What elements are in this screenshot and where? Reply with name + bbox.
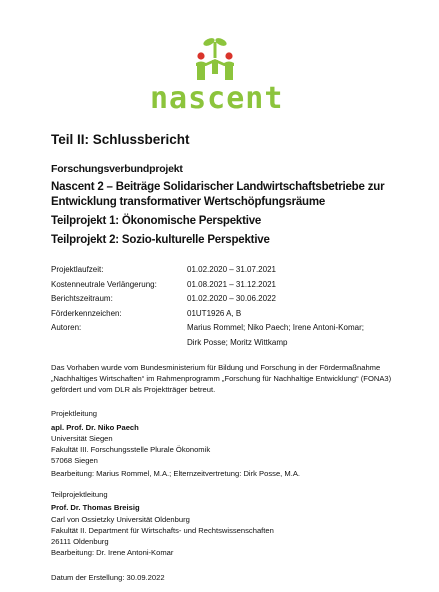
funding-text-line: gefördert und vom DLR als Projektträger betreut. — [51, 385, 216, 394]
sublead-line: Fakultät II. Department für Wirtschafts- und Rechtswissenschaften — [51, 526, 274, 535]
sublead-heading: Teilprojektleitung — [51, 490, 108, 499]
funding-text-line: Das Vorhaben wurde vom Bundesministerium für Bildung und Forschung in der Fördermaßnahme — [51, 363, 381, 372]
lead-name: apl. Prof. Dr. Niko Paech — [51, 423, 139, 432]
detail-value: 01.02.2020 – 31.07.2021 — [187, 265, 276, 274]
detail-label: Berichtszeitraum: — [51, 294, 113, 303]
lead-line: Fakultät III. Forschungsstelle Plurale Ökonomik — [51, 445, 211, 454]
detail-value: Dirk Posse; Moritz Wittkamp — [187, 338, 288, 347]
project-title-line2: Entwicklung transformativer Wertschöpfungsräume — [51, 196, 326, 208]
lead-line: Bearbeitung: Marius Rommel, M.A.; Elternzeitvertretung: Dirk Posse, M.A. — [51, 469, 300, 478]
detail-value: 01.08.2021 – 31.12.2021 — [187, 280, 276, 289]
page-title: Teil II: Schlussbericht — [51, 132, 190, 147]
sublead-name: Prof. Dr. Thomas Breisig — [51, 503, 140, 512]
detail-value: 01.02.2020 – 30.06.2022 — [187, 294, 276, 303]
lead-line: Universität Siegen — [51, 434, 113, 443]
subproject-1: Teilprojekt 1: Ökonomische Perspektive — [51, 215, 262, 227]
lead-line: 57068 Siegen — [51, 456, 98, 465]
funding-text-line: „Nachhaltiges Wirtschaften“ im Rahmenprogramm „Forschung für Nachhaltige Entwicklung“ (FONA3) — [51, 374, 392, 383]
detail-label: Kostenneutrale Verlängerung: — [51, 280, 157, 289]
sublead-line: Carl von Ossietzky Universität Oldenburg — [51, 515, 190, 524]
subproject-2: Teilprojekt 2: Sozio-kulturelle Perspektive — [51, 234, 270, 246]
nascent-logo — [150, 36, 284, 116]
sprout-people-icon — [190, 36, 240, 82]
detail-value: Marius Rommel; Niko Paech; Irene Antoni-Komar; — [187, 323, 364, 332]
detail-label: Förderkennzeichen: — [51, 309, 122, 318]
logo-wordmark: nascent — [150, 81, 284, 116]
project-type: Forschungsverbundprojekt — [51, 163, 183, 175]
sublead-line: 26111 Oldenburg — [51, 537, 109, 546]
detail-label: Autoren: — [51, 323, 82, 332]
sublead-line: Bearbeitung: Dr. Irene Antoni-Komar — [51, 548, 174, 557]
project-title-line1: Nascent 2 – Beiträge Solidarischer Landwirtschaftsbetriebe zur — [51, 181, 385, 193]
detail-label: Projektlaufzeit: — [51, 265, 104, 274]
creation-date: Datum der Erstellung: 30.09.2022 — [51, 573, 165, 582]
lead-heading: Projektleitung — [51, 409, 98, 418]
detail-value: 01UT1926 A, B — [187, 309, 242, 318]
